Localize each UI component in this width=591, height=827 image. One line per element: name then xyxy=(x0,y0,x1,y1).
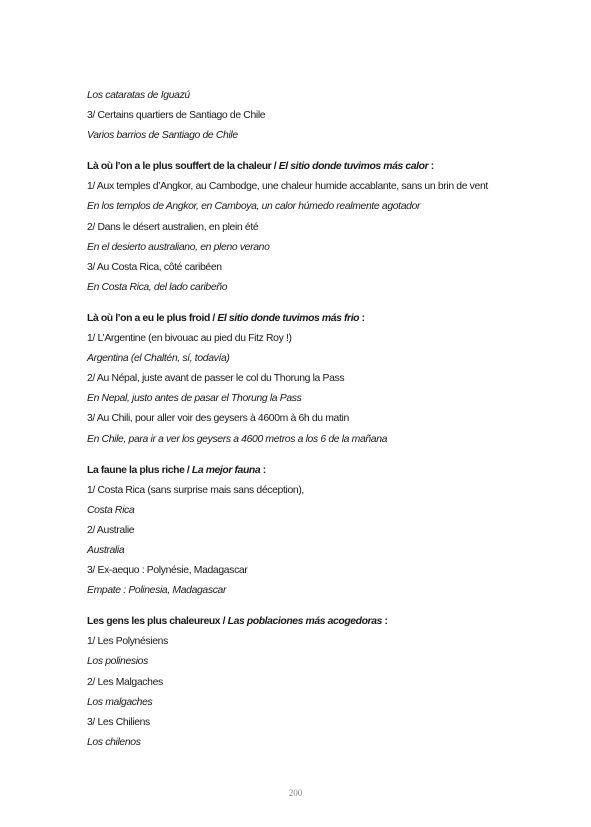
heading-colon: : xyxy=(381,616,388,628)
list-item-es: Los malgaches xyxy=(87,696,153,708)
list-item-fr: 3/ Ex-aequo : Polynésie, Madagascar xyxy=(87,565,248,577)
list-item-fr: 3/ Au Chili, pour aller voir des geysers à 4600m à 6h du matin xyxy=(87,413,349,425)
section-people xyxy=(87,612,527,753)
page-number: 200 xyxy=(288,788,303,798)
list-item-es: En Nepal, justo antes de pasar el Thorung la Pass xyxy=(87,393,302,405)
section-heading xyxy=(87,157,527,177)
section-heading xyxy=(87,461,527,481)
heading-fr: Là où l’on a eu le plus froid / xyxy=(87,312,218,324)
heading-es: Las poblaciones más acogedoras xyxy=(227,616,382,628)
list-item-fr: 2/ Australie xyxy=(87,524,135,536)
page-content xyxy=(87,86,527,753)
section-coldest xyxy=(87,309,527,450)
intro-line: 3/ Certains quartiers de Santiago de Chile xyxy=(87,110,266,122)
heading-fr: Les gens les plus chaleureux / xyxy=(87,616,228,628)
list-item-fr: 1/ Les Polynésiens xyxy=(87,636,168,648)
list-item-es: Los polinesios xyxy=(87,656,148,668)
list-item-fr: 2/ Dans le désert australien, en plein été xyxy=(87,221,259,233)
list-item-es: En Chile, para ir a ver los geysers a 4600 metros a los 6 de la mañana xyxy=(87,433,388,445)
list-item-es: Costa Rica xyxy=(87,504,135,516)
intro-line: Los cataratas de Iguazú xyxy=(87,90,190,101)
list-item-es: En el desierto australiano, en pleno verano xyxy=(87,241,270,253)
heading-fr: Là où l’on a le plus souffert de la chaleur / xyxy=(87,161,279,173)
section-heading xyxy=(87,309,527,329)
heading-es: La mejor fauna xyxy=(191,464,261,476)
heading-fr: La faune la plus riche / xyxy=(87,464,192,476)
heading-es: El sitio donde tuvimos más calor xyxy=(278,161,429,173)
section-fauna xyxy=(87,461,527,602)
list-item-fr: 2/ Les Malgaches xyxy=(87,676,163,688)
list-item-fr: 2/ Au Népal, juste avant de passer le col du Thorung la Pass xyxy=(87,373,345,385)
list-item-fr: 3/ Les Chiliens xyxy=(87,716,150,728)
list-item-es: Australia xyxy=(87,544,125,556)
heading-colon: : xyxy=(428,161,434,173)
list-item-es: En los templos de Angkor, en Camboya, un calor húmedo realmente agotador xyxy=(87,201,421,213)
intro-block xyxy=(87,86,527,146)
list-item-es: Los chilenos xyxy=(87,736,141,748)
heading-colon: : xyxy=(359,312,365,324)
list-item-fr: 1/ L’Argentine (en bivouac au pied du Fitz Roy !) xyxy=(87,333,292,345)
list-item-fr: 1/ Aux temples d’Angkor, au Cambodge, une chaleur humide accablante, sans un brin de vent xyxy=(87,181,488,193)
section-heading xyxy=(87,612,527,632)
heading-colon: : xyxy=(260,464,266,476)
section-hottest xyxy=(87,157,527,298)
intro-line: Varios barrios de Santiago de Chile xyxy=(87,130,238,142)
list-item-es: En Costa Rica, del lado caribeño xyxy=(87,281,228,293)
list-item-es: Empate : Polinesia, Madagascar xyxy=(87,585,227,597)
heading-es: El sitio donde tuvimos más frio xyxy=(217,312,360,324)
list-item-fr: 1/ Costa Rica (sans surprise mais sans déception), xyxy=(87,484,304,496)
list-item-fr: 3/ Au Costa Rica, côté caribéen xyxy=(87,261,222,273)
list-item-es: Argentina (el Chaltén, sí, todavía) xyxy=(87,353,230,365)
